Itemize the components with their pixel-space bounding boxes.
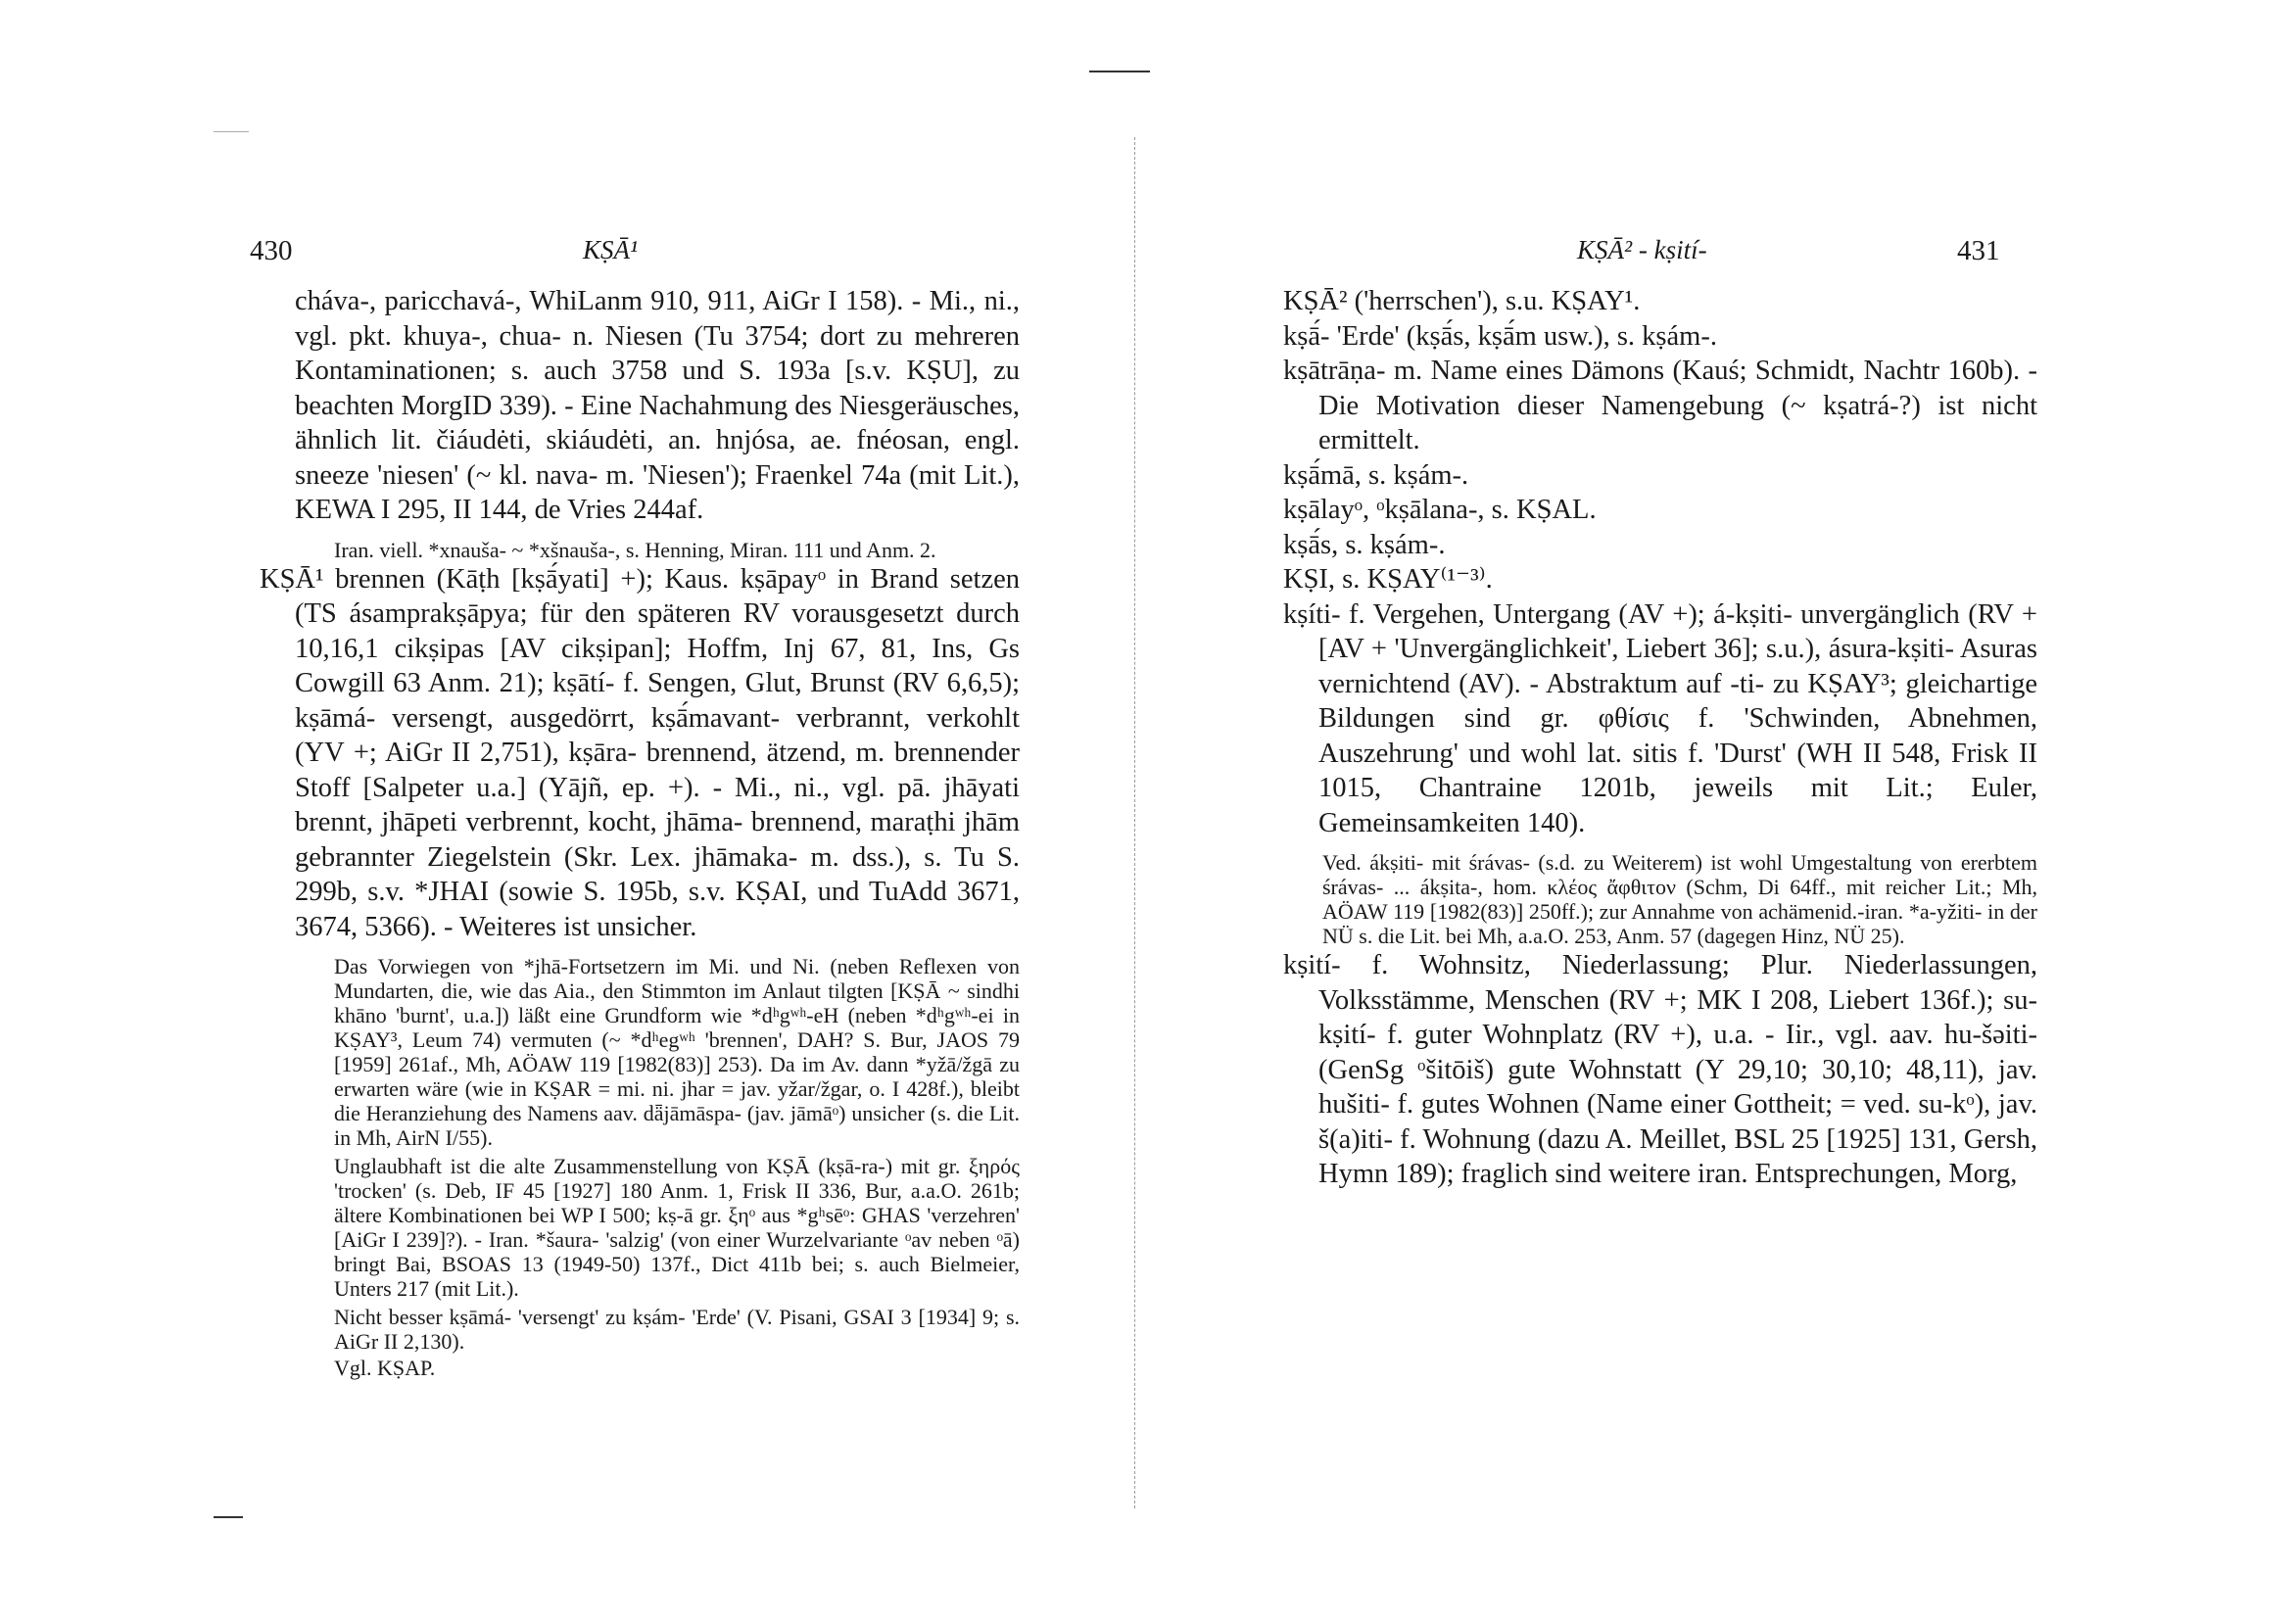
top-scan-mark-left [214,131,249,132]
note-vedic: Ved. ákṣiti- mit śrávas- (s.d. zu Weiterem) ist wohl Umgestaltung von ererbtem śrávas- ... ákṣita-, hom. κλέος ἄφθιτον (Schm, Di 64ff., mit reicher Lit.; Mh, AÖAW 119 [1982(83)] 250ff.); zur Annahme von achämenid.-iran. *a-yžiti- in der NÜ s. die Lit. bei Mh, a.a.O. 253, Anm. 57 (dagegen Hinz, NÜ 25). [1322,850,2037,948]
note-2: Unglaubhaft ist die alte Zusammenstellung von KṢĀ (kṣā-ra-) mit gr. ξηρός 'trocken' (s. Deb, IF 45 [1927] 180 Anm. 1, Frisk II 336, Bur, a.a.O. 261b; ältere Kombinationen bei WP I 500; kṣ-ā gr. ξηᵒ aus *gʰsēᵒ: GHAS 'verzehren' [AiGr I 239]?). - Iran. *šaura- 'salzig' (von einer Wurzelvariante ᵒav neben ᵒā) bringt Bai, BSOAS 13 (1949-50) 137f., Dict 411b bei; s. auch Bielmeier, Unters 217 (mit Lit.). [334,1154,1020,1301]
entry-ksa1: KṢĀ¹ brennen (Kāṭh [kṣā́yati] +); Kaus. kṣāpayᵒ in Brand setzen (TS ásamprakṣāpya; für den späteren RV vorausgesetzt durch 10,16,1 cikṣipas [AV cikṣipan]; Hoffm, Inj 67, 81, Ins, Gs Cowgill 63 Anm. 21); kṣātí- f. Sengen, Glut, Brunst (RV 6,6,5); kṣāmá- versengt, ausgedörrt, kṣā́mavant- verbrannt, verkohlt (YV +; AiGr II 2,751), kṣāra- brennend, ätzend, m. brennender Stoff [Salpeter u.a.] (Yājñ, ep. +). - Mi., ni., vgl. pā. jhāyati brennt, jhāpeti verbrennt, kocht, jhāma- brennend, maraṭhi jhām gebrannter Ziegelstein (Skr. Lex. jhāmaka- m. dss.), s. Tu S. 299b, s.v. *JHAI (sowie S. 195b, s.v. KṢAI, und TuAdd 3671, 3674, 5366). - Weiteres ist unsicher. [260,563,1020,942]
running-head: KṢĀ² - kṣití- [1577,235,1707,264]
entry-ksama: kṣā́mā, s. kṣám-. [1283,459,1469,491]
bottom-scan-mark [214,1516,243,1518]
page-number: 431 [1957,235,2000,266]
entry-ksiti-2: kṣití- f. Wohnsitz, Niederlassung; Plur. Niederlassungen, Volksstämme, Menschen (RV +; MK I 208, Liebert 136f.); su-kṣití- f. guter Wohnplatz (RV +), u.a. - Iir., vgl. aav. hu-šəiti- (GenSg ᵒšitōiš) gute Wohnstatt (Y 29,10; 30,10; 48,11), jav. hušiti- f. gutes Wohnen (Name einer Gottheit; = ved. su-kᵒ), jav. š(a)iti- f. Wohnung (dazu A. Meillet, BSL 25 [1925] 131, Gersh, Hymn 189); fraglich sind weitere iran. Entsprechungen, Morg, [1283,950,2037,1189]
left-body [260,284,1020,1380]
entry-ksalay: kṣālayᵒ, ᵒkṣālana-, s. KṢAL. [1283,495,1597,525]
entry-ksa-earth: kṣā́- 'Erde' (kṣā́s, kṣā́m usw.), s. kṣám-. [1283,320,1717,352]
entry-ksas: kṣā́s, s. kṣám-. [1283,529,1446,560]
note-3: Nicht besser kṣāmá- 'versengt' zu kṣám- 'Erde' (V. Pisani, GSAI 3 [1934] 9; s. AiGr II 2,130). [334,1305,1020,1354]
page-gutter [1134,137,1138,1508]
note-1: Das Vorwiegen von *jhā-Fortsetzern im Mi. und Ni. (neben Reflexen von Mundarten, die, wie das Aia., den Stimmton im Anlaut tilgten [KṢĀ ~ sindhi khāno 'burnt', u.a.]) läßt eine Grundform wie *dʰgʷʰ-eH (neben *dʰgʷʰ-ei in KṢAY³, Leum 74) vermuten (~ *dʰegʷʰ 'brennen', DAH? S. Bur, JAOS 79 [1959] 261af., Mh, AÖAW 119 [1982(83)] 253). Da im Av. dann *yžā/žgā zu erwarten wäre (wie in KṢAR = mi. ni. jhar = jav. yžar/žgar, o. I 428f.), bleibt die Heranziehung des Namens aav. dǟjāmāspa- (jav. jāmāᵒ) unsicher (s. die Lit. in Mh, AirN I/55). [334,954,1020,1150]
entry-ksi: KṢI, s. KṢAY⁽¹⁻³⁾. [1283,564,1493,595]
note-iranian: Iran. viell. *xnauša- ~ *xšnauša-, s. Henning, Miran. 111 und Anm. 2. [334,537,936,562]
entry-ksa2: KṢĀ² ('herrschen'), s.u. KṢAY¹. [1283,286,1641,316]
entry-ksatrana: kṣātrāṇa- m. Name eines Dämons (Kauś; Schmidt, Nachtr 160b). - Die Motivation dieser Namengebung (~ kṣatrá-?) ist nicht ermittelt. [1283,356,2037,455]
top-scan-mark [1089,71,1150,72]
note-4: Vgl. KṢAP. [334,1356,436,1380]
continuation-paragraph: cháva-, paricchavá-, WhiLanm 910, 911, AiGr I 158). - Mi., ni., vgl. pkt. khuya-, chua- n. Niesen (Tu 3754; dort zu mehreren Kontaminationen; s. auch 3758 und S. 193a [s.v. KṢU], zu beachten MorgID 339). - Eine Nachahmung des Niesgeräusches, ähnlich lit. čiáudėti, skiáudėti, an. hnjósa, ae. fnéosan, engl. sneeze 'niesen' (~ kl. nava- m. 'Niesen'); Fraenkel 74a (mit Lit.), KEWA I 295, II 144, de Vries 244af. [295,286,1020,525]
page-number: 430 [250,235,293,266]
entry-ksiti-1: kṣíti- f. Vergehen, Untergang (AV +); á-kṣiti- unvergänglich (RV + [AV + 'Unvergänglichkeit', Liebert 36]; s.u.), ásura-kṣiti- Asuras vernichtend (AV). - Abstraktum auf -ti- zu KṢAY³; gleichartige Bildungen sind gr. φθίσις f. 'Schwinden, Abnehmen, Auszehrung' und wohl lat. sitis f. 'Durst' (WH II 548, Frisk II 1015, Chantraine 1201b, jeweils mit Lit.; Euler, Gemeinsamkeiten 140). [1283,598,2037,838]
right-body [1283,284,2037,1192]
running-head: KṢĀ¹ [583,235,639,264]
